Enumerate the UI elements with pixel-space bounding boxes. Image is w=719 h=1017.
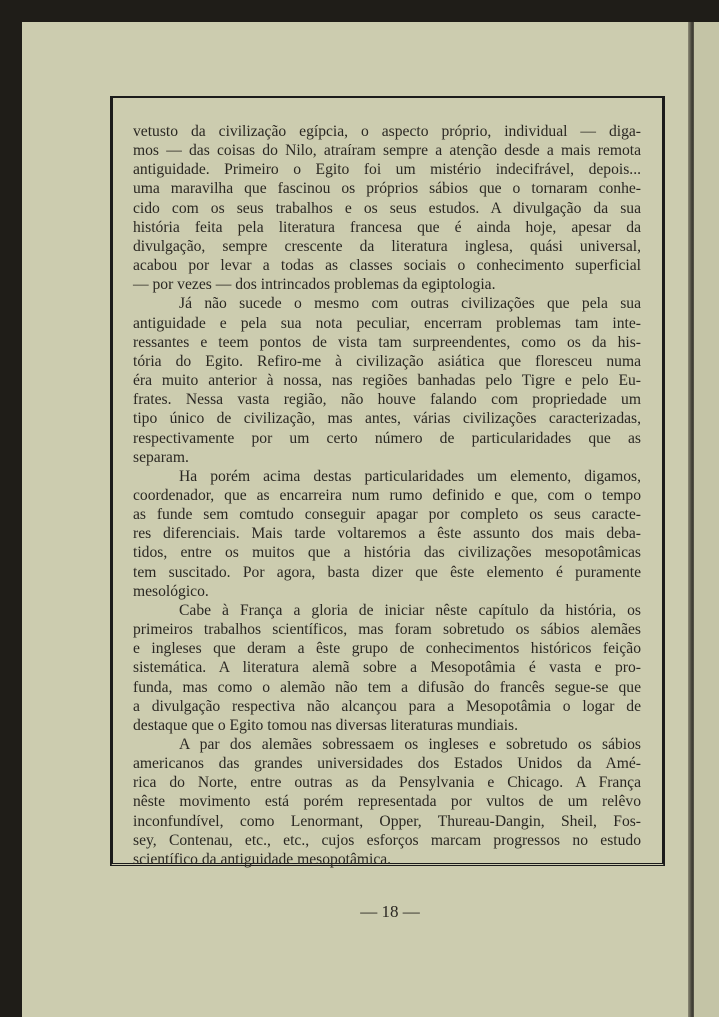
page-number: — 18 — [360,902,420,921]
text-line: frates. Nessa vasta região, não houve falando com propriedade um [133,391,641,409]
text-line: Já não sucede o mesmo com outras civilizações que pela sua [179,295,641,313]
text-line: mesológico. [133,582,209,600]
text-line: sistemática. A literatura alemã sobre a Mesopotâmia é vasta e pro- [133,659,641,677]
text-line: Ha porém acima destas particularidades um elemento, digamos, [179,467,641,485]
text-line: scientífico da antiguidade mesopotâmica. [133,850,392,868]
text-line: antiguidade. Primeiro o Egito foi um mistério indecifrável, depois... [133,161,641,179]
text-line: tipo único de civilização, mas antes, várias civilizações caracterizadas, [133,410,641,428]
text-line: Cabe à França a gloria de iniciar nêste capítulo da história, os [179,601,641,619]
text-line: tem suscitado. Por agora, basta dizer que êste elemento é puramente [133,563,641,581]
text-line: vetusto da civilização egípcia, o aspecto próprio, individual — diga- [133,123,641,140]
text-line: e ingleses que deram a êste grupo de conhecimentos históricos feição [133,640,641,658]
text-line: sey, Contenau, etc., etc., cujos esforços marcam progressos no estudo [133,831,641,849]
text-line: separam. [133,448,189,466]
text-line: as funde sem comtudo conseguir apagar por completo os seus caracte- [133,506,641,524]
text-line: primeiros trabalhos scientíficos, mas foram sobretudo os sábios alemães [133,621,641,639]
text-line: res diferenciais. Mais tarde voltaremos a êste assunto dos mais deba- [133,525,641,543]
text-line: funda, mas como o alemão não tem a difusão do francês segue-se que [133,678,641,696]
text-line: americanos das grandes universidades dos Estados Unidos da Amé- [133,755,641,773]
text-line: tidos, entre os muitos que a história das civilizações mesopotâmicas [133,544,641,562]
text-line: acabou por levar a todas as classes sociais o conhecimento superficial [133,257,641,275]
text-line: éra muito anterior à nossa, nas regiões banhadas pelo Tigre e pelo Eu- [133,372,641,390]
text-line: inconfundível, como Lenormant, Opper, Thureau-Dangin, Sheil, Fos- [133,812,641,830]
body-text [133,122,641,869]
text-line: respectivamente por um certo número de particularidades que as [133,429,641,447]
text-line: uma maravilha que fascinou os próprios sábios que o tornaram conhe- [133,180,641,198]
text-line: divulgação, sempre crescente da literatura inglesa, quási universal, [133,237,641,255]
text-line: rica do Norte, entre outras as da Pensylvania e Chicago. A França [133,774,641,792]
text-line: destaque que o Egito tomou nas diversas literaturas mundiais. [133,716,518,734]
text-line: antiguidade e pela sua nota peculiar, encerram problemas tam inte- [133,314,641,332]
text-line: a divulgação respectiva não alcançou para a Mesopotâmia o logar de [133,697,641,715]
text-line: nêste movimento está porém representada por vultos de um relêvo [133,793,641,811]
text-line: ressantes e teem pontos de vista tam surpreendentes, como os da his- [133,333,641,351]
text-line: história feita pela literatura francesa que é ainda hoje, apesar da [133,218,641,236]
text-line: mos — das coisas do Nilo, atraíram sempre a atenção desde a mais remota [133,142,641,160]
adjacent-page-edge [694,22,719,1017]
text-line: — por vezes — dos intrincados problemas da egiptologia. [133,276,496,294]
text-line: cido com os seus trabalhos e os seus estudos. A divulgação da sua [133,199,641,217]
text-line: A par dos alemães sobressaem os ingleses e sobretudo os sábios [179,736,641,753]
text-line: tória do Egito. Refiro-me à civilização asiática que floresceu numa [133,352,641,370]
text-line: coordenador, que as encarreira num rumo definido e que, com o tempo [133,486,641,504]
